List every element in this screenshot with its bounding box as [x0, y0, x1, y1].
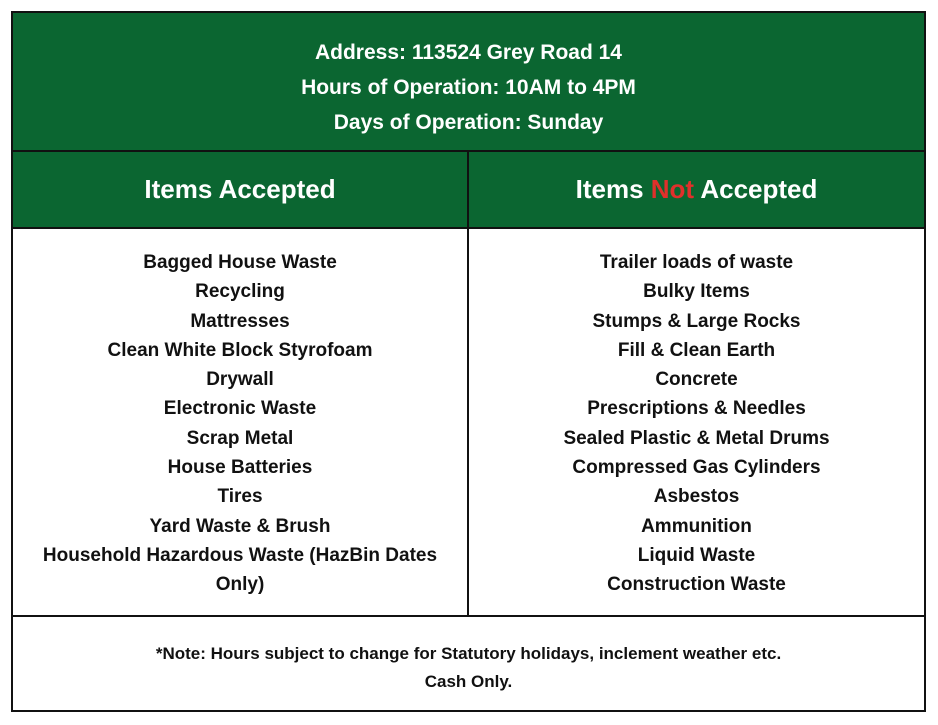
list-item: House Batteries: [167, 457, 313, 479]
heading-prefix: Items: [575, 174, 651, 204]
list-item: Bagged House Waste: [143, 252, 337, 273]
not-accepted-items-list: [469, 229, 924, 617]
payment-text: Cash Only.: [424, 672, 513, 691]
list-item: Concrete: [655, 369, 738, 391]
landfill-info-board: [11, 11, 926, 712]
list-item: Scrap Metal: [186, 427, 294, 449]
list-item: Construction Waste: [607, 574, 786, 596]
hours-text: Hours of Operation: 10AM to 4PM: [301, 76, 636, 99]
list-item: Recycling: [195, 281, 285, 303]
note-text: *Note: Hours subject to change for Statutory holidays, inclement weather etc.: [155, 644, 782, 663]
list-item: Asbestos: [653, 486, 740, 508]
list-item: Liquid Waste: [637, 544, 756, 566]
days-text: Days of Operation: Sunday: [333, 111, 604, 134]
list-item: Household Hazardous Waste (HazBin Dates Only): [42, 544, 438, 596]
list-item: Bulky Items: [643, 281, 750, 303]
list-item: Sealed Plastic & Metal Drums: [563, 427, 830, 449]
address-text: Address: 113524 Grey Road 14: [314, 41, 622, 64]
list-item: Stumps & Large Rocks: [592, 310, 801, 332]
accepted-items-list: [13, 229, 469, 617]
list-item: Clean White Block Styrofoam: [107, 339, 373, 361]
site-info-header: [13, 13, 924, 152]
list-item: Electronic Waste: [163, 398, 317, 420]
heading-not-word: Not: [650, 174, 695, 204]
list-item: Drywall: [206, 369, 274, 391]
list-item: Ammunition: [641, 515, 752, 537]
list-item: Fill & Clean Earth: [617, 339, 776, 361]
list-item: Mattresses: [190, 310, 290, 332]
items-not-accepted-heading: [469, 152, 924, 229]
list-item: Tires: [217, 486, 263, 508]
list-item: Prescriptions & Needles: [587, 398, 806, 420]
footer-note: [13, 615, 924, 710]
heading-suffix: Accepted: [694, 174, 818, 204]
list-item: Compressed Gas Cylinders: [572, 457, 821, 479]
items-accepted-heading: Items Accepted: [13, 152, 469, 229]
list-item: Trailer loads of waste: [599, 252, 794, 273]
list-item: Yard Waste & Brush: [149, 515, 331, 537]
